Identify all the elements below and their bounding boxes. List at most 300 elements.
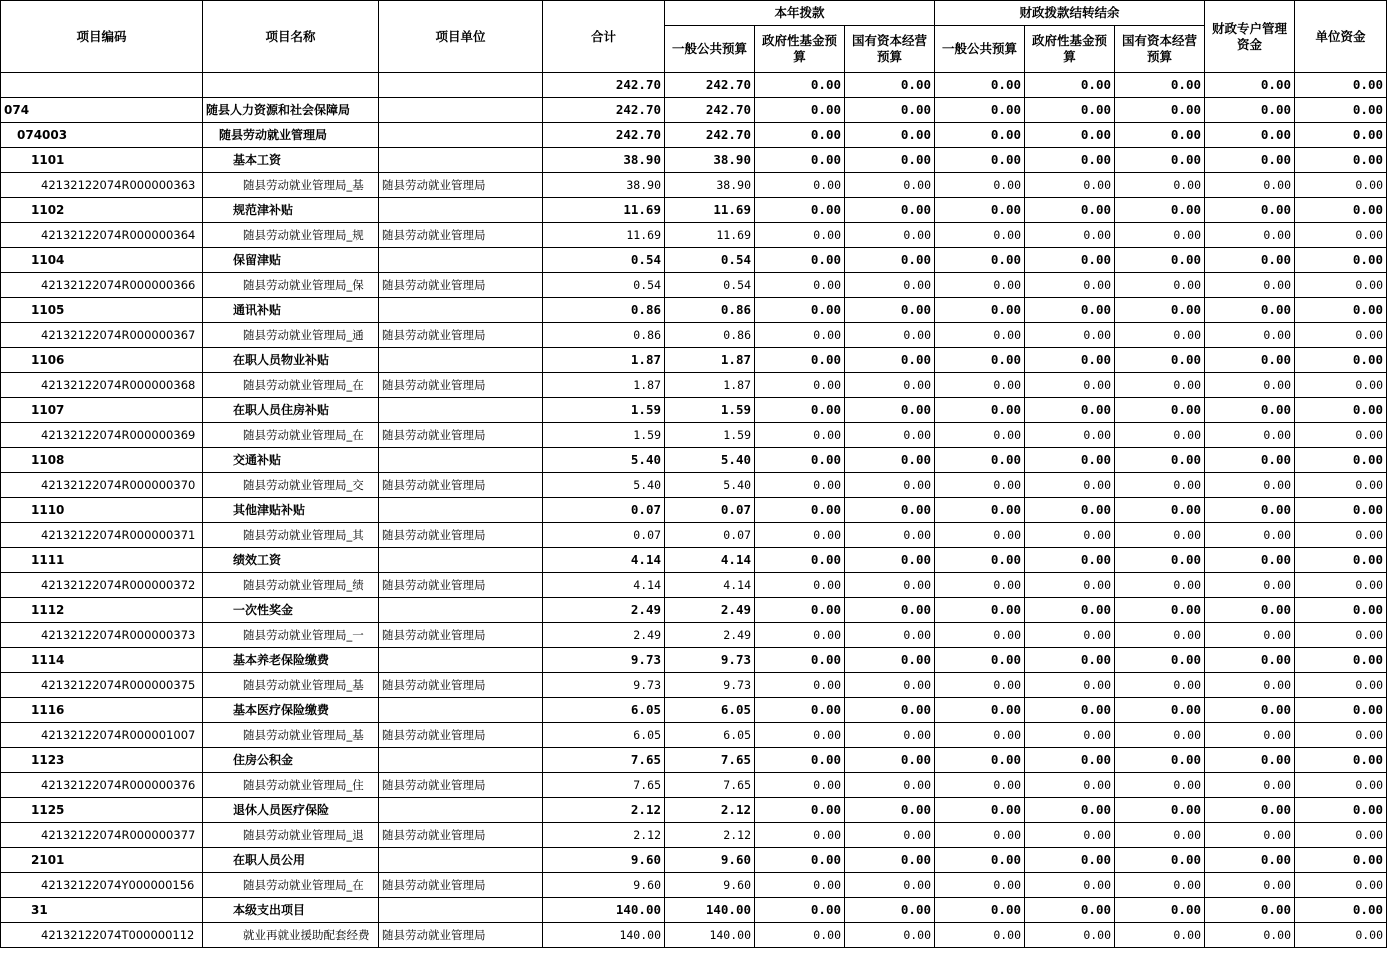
cell-value: 0.00: [845, 298, 935, 323]
cell-value: 0.00: [1295, 923, 1387, 948]
cell-value: 0.00: [1115, 173, 1205, 198]
cell-value: 9.73: [543, 673, 665, 698]
cell-value: 0.00: [755, 848, 845, 873]
cell-value: 0.00: [755, 798, 845, 823]
cell-value: 0.00: [935, 623, 1025, 648]
cell-value: 0.00: [755, 73, 845, 98]
header-special-account: 财政专户管理资金: [1205, 1, 1295, 73]
cell-unit: 随县劳动就业管理局: [379, 873, 543, 898]
cell-value: 0.00: [935, 398, 1025, 423]
cell-value: 0.00: [1115, 873, 1205, 898]
cell-value: 0.00: [755, 398, 845, 423]
cell-code: 31: [1, 898, 203, 923]
cell-value: 9.73: [665, 648, 755, 673]
cell-value: 1.59: [543, 423, 665, 448]
cell-value: 0.00: [1025, 648, 1115, 673]
header-gov-fund-budget: 政府性基金预算: [755, 26, 845, 73]
cell-value: 0.00: [755, 473, 845, 498]
cell-value: 0.07: [543, 498, 665, 523]
table-row: [1, 248, 1387, 273]
cell-value: 0.00: [1025, 723, 1115, 748]
cell-value: 0.00: [1115, 148, 1205, 173]
cell-value: 0.00: [935, 148, 1025, 173]
cell-code: 42132122074R000000367: [1, 323, 203, 348]
cell-value: 0.00: [1115, 548, 1205, 573]
cell-value: 0.00: [1295, 123, 1387, 148]
cell-value: 0.00: [1205, 848, 1295, 873]
cell-value: 0.00: [1025, 198, 1115, 223]
cell-value: 242.70: [665, 73, 755, 98]
cell-value: 0.00: [755, 148, 845, 173]
cell-value: 0.00: [755, 273, 845, 298]
cell-value: 0.00: [1295, 548, 1387, 573]
cell-unit: 随县劳动就业管理局: [379, 573, 543, 598]
cell-value: 0.86: [543, 323, 665, 348]
table-row: [1, 698, 1387, 723]
cell-name: 随县劳动就业管理局_在: [203, 373, 379, 398]
cell-value: 0.00: [845, 648, 935, 673]
cell-value: 242.70: [543, 73, 665, 98]
cell-value: 0.00: [935, 348, 1025, 373]
table-row: [1, 223, 1387, 248]
cell-value: 0.00: [845, 498, 935, 523]
cell-value: 0.00: [1295, 598, 1387, 623]
cell-code: 1123: [1, 748, 203, 773]
table-row: [1, 798, 1387, 823]
cell-value: 0.00: [1025, 348, 1115, 373]
cell-value: 0.00: [1205, 123, 1295, 148]
cell-unit: [379, 698, 543, 723]
cell-value: 1.59: [543, 398, 665, 423]
cell-name: 其他津贴补贴: [203, 498, 379, 523]
cell-code: 42132122074R000000368: [1, 373, 203, 398]
cell-value: 0.00: [935, 98, 1025, 123]
cell-value: 0.00: [845, 348, 935, 373]
cell-value: 0.00: [1205, 398, 1295, 423]
cell-value: 0.07: [665, 523, 755, 548]
cell-value: 0.00: [845, 548, 935, 573]
cell-value: 2.12: [543, 798, 665, 823]
cell-unit: [379, 898, 543, 923]
cell-value: 0.00: [935, 823, 1025, 848]
cell-code: 42132122074R000000375: [1, 673, 203, 698]
cell-value: 0.00: [1025, 273, 1115, 298]
cell-value: 0.00: [1115, 98, 1205, 123]
table-row: [1, 198, 1387, 223]
cell-value: 7.65: [665, 773, 755, 798]
cell-value: 0.00: [1205, 198, 1295, 223]
cell-code: 42132122074R000000377: [1, 823, 203, 848]
cell-value: 0.86: [543, 298, 665, 323]
cell-value: 11.69: [665, 223, 755, 248]
cell-unit: [379, 448, 543, 473]
cell-name: 随县劳动就业管理局_交: [203, 473, 379, 498]
cell-value: 0.00: [845, 598, 935, 623]
cell-unit: 随县劳动就业管理局: [379, 423, 543, 448]
cell-unit: [379, 748, 543, 773]
cell-value: 0.00: [1205, 823, 1295, 848]
cell-value: 242.70: [665, 98, 755, 123]
cell-value: 0.00: [1205, 298, 1295, 323]
cell-value: 0.00: [1295, 373, 1387, 398]
cell-value: 0.00: [935, 223, 1025, 248]
cell-name: 基本医疗保险缴费: [203, 698, 379, 723]
cell-value: 0.00: [755, 248, 845, 273]
cell-value: 0.00: [1295, 748, 1387, 773]
cell-value: 0.00: [1115, 773, 1205, 798]
table-row: [1, 423, 1387, 448]
cell-unit: [379, 298, 543, 323]
cell-value: 0.00: [1205, 898, 1295, 923]
cell-value: 0.00: [845, 223, 935, 248]
cell-value: 0.00: [1295, 173, 1387, 198]
cell-value: 0.00: [755, 123, 845, 148]
cell-value: 38.90: [543, 148, 665, 173]
cell-value: 0.00: [1025, 848, 1115, 873]
cell-value: 0.00: [935, 423, 1025, 448]
cell-value: 0.00: [845, 373, 935, 398]
cell-value: 0.00: [1295, 648, 1387, 673]
cell-value: 0.00: [935, 698, 1025, 723]
cell-value: 4.14: [665, 573, 755, 598]
cell-code: 2101: [1, 848, 203, 873]
cell-value: 0.00: [1115, 823, 1205, 848]
table-row: [1, 98, 1387, 123]
cell-value: 0.00: [845, 423, 935, 448]
cell-value: 0.00: [845, 848, 935, 873]
cell-unit: [379, 498, 543, 523]
cell-code: 1114: [1, 648, 203, 673]
cell-value: 0.00: [1205, 448, 1295, 473]
cell-value: 0.00: [935, 873, 1025, 898]
cell-value: 0.00: [1295, 773, 1387, 798]
cell-value: 0.00: [1025, 248, 1115, 273]
table-row: [1, 523, 1387, 548]
cell-name: 随县劳动就业管理局_规: [203, 223, 379, 248]
cell-unit: 随县劳动就业管理局: [379, 323, 543, 348]
cell-value: 0.86: [665, 298, 755, 323]
cell-value: 0.00: [1205, 348, 1295, 373]
cell-value: 0.00: [1115, 748, 1205, 773]
cell-value: 0.00: [935, 248, 1025, 273]
cell-value: 0.00: [845, 573, 935, 598]
cell-value: 0.00: [1205, 98, 1295, 123]
cell-value: 0.00: [935, 298, 1025, 323]
cell-name: 就业再就业援助配套经费: [203, 923, 379, 948]
cell-code: [1, 73, 203, 98]
cell-value: 0.00: [935, 573, 1025, 598]
cell-unit: [379, 98, 543, 123]
cell-value: 0.00: [1295, 498, 1387, 523]
cell-value: 0.00: [755, 448, 845, 473]
table-row: [1, 123, 1387, 148]
cell-code: 1101: [1, 148, 203, 173]
cell-code: 42132122074R000000371: [1, 523, 203, 548]
cell-value: 0.07: [665, 498, 755, 523]
cell-value: 0.00: [755, 698, 845, 723]
header-total: 合计: [543, 1, 665, 73]
cell-value: 140.00: [543, 898, 665, 923]
cell-name: 随县劳动就业管理局_退: [203, 823, 379, 848]
cell-value: 0.00: [1205, 698, 1295, 723]
cell-value: 0.00: [755, 748, 845, 773]
cell-value: 0.00: [1115, 423, 1205, 448]
cell-value: 0.00: [1115, 223, 1205, 248]
cell-value: 0.00: [845, 923, 935, 948]
table-body: [1, 73, 1387, 948]
cell-value: 0.00: [1205, 273, 1295, 298]
cell-name: 本级支出项目: [203, 898, 379, 923]
cell-value: 0.00: [935, 448, 1025, 473]
cell-value: 0.00: [845, 698, 935, 723]
cell-unit: [379, 148, 543, 173]
table-row: [1, 773, 1387, 798]
cell-value: 0.00: [845, 273, 935, 298]
cell-value: 0.00: [935, 923, 1025, 948]
cell-unit: [379, 198, 543, 223]
cell-value: 0.00: [935, 173, 1025, 198]
table-row: [1, 348, 1387, 373]
cell-unit: [379, 548, 543, 573]
cell-code: 42132122074T000000112: [1, 923, 203, 948]
cell-code: 42132122074R000000372: [1, 573, 203, 598]
cell-value: 0.00: [1295, 473, 1387, 498]
cell-value: 0.00: [1115, 73, 1205, 98]
table-row: [1, 923, 1387, 948]
cell-value: 0.00: [755, 373, 845, 398]
cell-value: 0.00: [755, 198, 845, 223]
cell-code: 42132122074R000000364: [1, 223, 203, 248]
cell-unit: [379, 398, 543, 423]
cell-value: 0.00: [1115, 248, 1205, 273]
cell-value: 0.00: [935, 598, 1025, 623]
cell-value: 0.00: [1115, 448, 1205, 473]
cell-unit: [379, 798, 543, 823]
cell-value: 0.00: [1115, 473, 1205, 498]
cell-value: 9.73: [543, 648, 665, 673]
table-row: [1, 873, 1387, 898]
cell-value: 0.00: [935, 123, 1025, 148]
cell-unit: [379, 123, 543, 148]
cell-name: 随县劳动就业管理局_在: [203, 423, 379, 448]
cell-value: 0.00: [1205, 373, 1295, 398]
cell-value: 0.00: [1295, 298, 1387, 323]
cell-value: 0.00: [935, 773, 1025, 798]
cell-value: 0.00: [935, 723, 1025, 748]
cell-value: 0.00: [755, 548, 845, 573]
cell-value: 11.69: [543, 198, 665, 223]
cell-value: 2.49: [665, 623, 755, 648]
table-row: [1, 273, 1387, 298]
table-row: [1, 548, 1387, 573]
cell-value: 0.00: [1205, 423, 1295, 448]
cell-value: 2.12: [665, 823, 755, 848]
header-carry-state-capital-budget: 国有资本经营预算: [1115, 26, 1205, 73]
cell-value: 0.00: [1295, 873, 1387, 898]
cell-name: 在职人员住房补贴: [203, 398, 379, 423]
cell-value: 0.54: [543, 248, 665, 273]
cell-name: 随县劳动就业管理局_通: [203, 323, 379, 348]
cell-value: 11.69: [665, 198, 755, 223]
cell-value: 0.00: [1205, 598, 1295, 623]
table-row: [1, 748, 1387, 773]
cell-unit: 随县劳动就业管理局: [379, 623, 543, 648]
cell-value: 1.87: [665, 348, 755, 373]
cell-value: 0.00: [1115, 898, 1205, 923]
cell-value: 0.00: [1205, 323, 1295, 348]
cell-value: 0.00: [1025, 923, 1115, 948]
cell-value: 0.00: [1025, 448, 1115, 473]
cell-value: 0.00: [1115, 348, 1205, 373]
cell-value: 0.00: [1025, 673, 1115, 698]
cell-value: 0.00: [1295, 898, 1387, 923]
cell-value: 0.00: [1295, 573, 1387, 598]
cell-value: 0.00: [755, 773, 845, 798]
cell-value: 0.00: [1205, 873, 1295, 898]
cell-value: 0.00: [1115, 198, 1205, 223]
cell-name: 随县劳动就业管理局_在: [203, 873, 379, 898]
cell-code: 1105: [1, 298, 203, 323]
table-row: [1, 623, 1387, 648]
cell-value: 0.00: [755, 648, 845, 673]
cell-value: 0.00: [935, 673, 1025, 698]
cell-unit: 随县劳动就业管理局: [379, 273, 543, 298]
cell-value: 0.00: [845, 98, 935, 123]
cell-name: 规范津补贴: [203, 198, 379, 223]
cell-code: 42132122074R000000363: [1, 173, 203, 198]
cell-value: 0.54: [665, 248, 755, 273]
cell-unit: 随县劳动就业管理局: [379, 173, 543, 198]
cell-value: 1.87: [543, 348, 665, 373]
cell-value: 0.00: [1115, 698, 1205, 723]
cell-code: 42132122074R000000373: [1, 623, 203, 648]
table-row: [1, 448, 1387, 473]
cell-unit: [379, 848, 543, 873]
cell-value: 0.00: [845, 898, 935, 923]
cell-value: 0.00: [935, 748, 1025, 773]
header-code: 项目编码: [1, 1, 203, 73]
cell-value: 2.12: [665, 798, 755, 823]
cell-value: 0.00: [1205, 673, 1295, 698]
cell-value: 0.00: [1205, 573, 1295, 598]
cell-value: 1.87: [543, 373, 665, 398]
cell-name: 绩效工资: [203, 548, 379, 573]
header-name: 项目名称: [203, 1, 379, 73]
table-row: [1, 73, 1387, 98]
cell-value: 0.00: [935, 648, 1025, 673]
cell-name: 在职人员物业补贴: [203, 348, 379, 373]
cell-code: 42132122074R000001007: [1, 723, 203, 748]
cell-value: 0.00: [845, 398, 935, 423]
cell-value: 140.00: [665, 923, 755, 948]
cell-value: 0.00: [935, 73, 1025, 98]
cell-unit: 随县劳动就业管理局: [379, 223, 543, 248]
table-row: [1, 573, 1387, 598]
cell-value: 0.00: [1115, 323, 1205, 348]
cell-value: 0.00: [1025, 598, 1115, 623]
cell-value: 4.14: [543, 573, 665, 598]
cell-value: 0.00: [1115, 798, 1205, 823]
cell-name: 随县劳动就业管理局_住: [203, 773, 379, 798]
cell-value: 0.00: [1205, 148, 1295, 173]
cell-name: 随县人力资源和社会保障局: [203, 98, 379, 123]
cell-value: 0.00: [755, 423, 845, 448]
cell-value: 0.00: [1115, 273, 1205, 298]
cell-value: 0.54: [543, 273, 665, 298]
cell-value: 0.00: [1115, 598, 1205, 623]
cell-value: 6.05: [665, 723, 755, 748]
cell-value: 0.00: [935, 273, 1025, 298]
cell-value: 0.00: [1295, 73, 1387, 98]
cell-value: 0.00: [1025, 548, 1115, 573]
cell-value: 0.00: [1115, 648, 1205, 673]
cell-value: 1.59: [665, 398, 755, 423]
cell-value: 0.00: [1295, 698, 1387, 723]
cell-value: 0.00: [935, 848, 1025, 873]
cell-value: 38.90: [543, 173, 665, 198]
cell-value: 9.60: [543, 848, 665, 873]
cell-code: 1102: [1, 198, 203, 223]
cell-value: 0.00: [1295, 623, 1387, 648]
cell-value: 0.00: [1205, 173, 1295, 198]
table-row: [1, 173, 1387, 198]
cell-name: 随县劳动就业管理局_其: [203, 523, 379, 548]
header-general-budget: 一般公共预算: [665, 26, 755, 73]
cell-code: 1106: [1, 348, 203, 373]
cell-value: 6.05: [543, 723, 665, 748]
table-row: [1, 723, 1387, 748]
table-row: [1, 398, 1387, 423]
table-row: [1, 648, 1387, 673]
cell-value: 0.00: [1025, 423, 1115, 448]
cell-value: 0.00: [845, 448, 935, 473]
cell-unit: 随县劳动就业管理局: [379, 673, 543, 698]
cell-value: 0.00: [1025, 823, 1115, 848]
cell-value: 0.00: [1205, 548, 1295, 573]
cell-code: 074003: [1, 123, 203, 148]
cell-value: 38.90: [665, 173, 755, 198]
cell-value: 0.00: [755, 898, 845, 923]
cell-value: 0.00: [1025, 123, 1115, 148]
cell-value: 1.59: [665, 423, 755, 448]
cell-value: 0.00: [1295, 848, 1387, 873]
cell-value: 2.49: [665, 598, 755, 623]
cell-value: 38.90: [665, 148, 755, 173]
cell-value: 0.00: [935, 373, 1025, 398]
cell-value: 0.00: [1205, 648, 1295, 673]
header-carryover-group: 财政拨款结转结余: [935, 1, 1205, 26]
cell-name: 随县劳动就业管理局_绩: [203, 573, 379, 598]
cell-value: 0.00: [1115, 848, 1205, 873]
cell-value: 5.40: [665, 473, 755, 498]
cell-value: 0.00: [755, 173, 845, 198]
cell-value: 0.00: [1205, 223, 1295, 248]
cell-value: 0.00: [845, 773, 935, 798]
cell-value: 9.60: [543, 873, 665, 898]
header-unit: 项目单位: [379, 1, 543, 73]
table-row: [1, 823, 1387, 848]
cell-value: 0.00: [1205, 498, 1295, 523]
cell-value: 7.65: [543, 748, 665, 773]
cell-unit: [379, 598, 543, 623]
cell-value: 0.00: [755, 873, 845, 898]
cell-value: 0.00: [1205, 923, 1295, 948]
cell-code: 1108: [1, 448, 203, 473]
cell-value: 0.00: [1205, 473, 1295, 498]
cell-value: 0.00: [755, 323, 845, 348]
cell-name: 在职人员公用: [203, 848, 379, 873]
cell-value: 0.07: [543, 523, 665, 548]
